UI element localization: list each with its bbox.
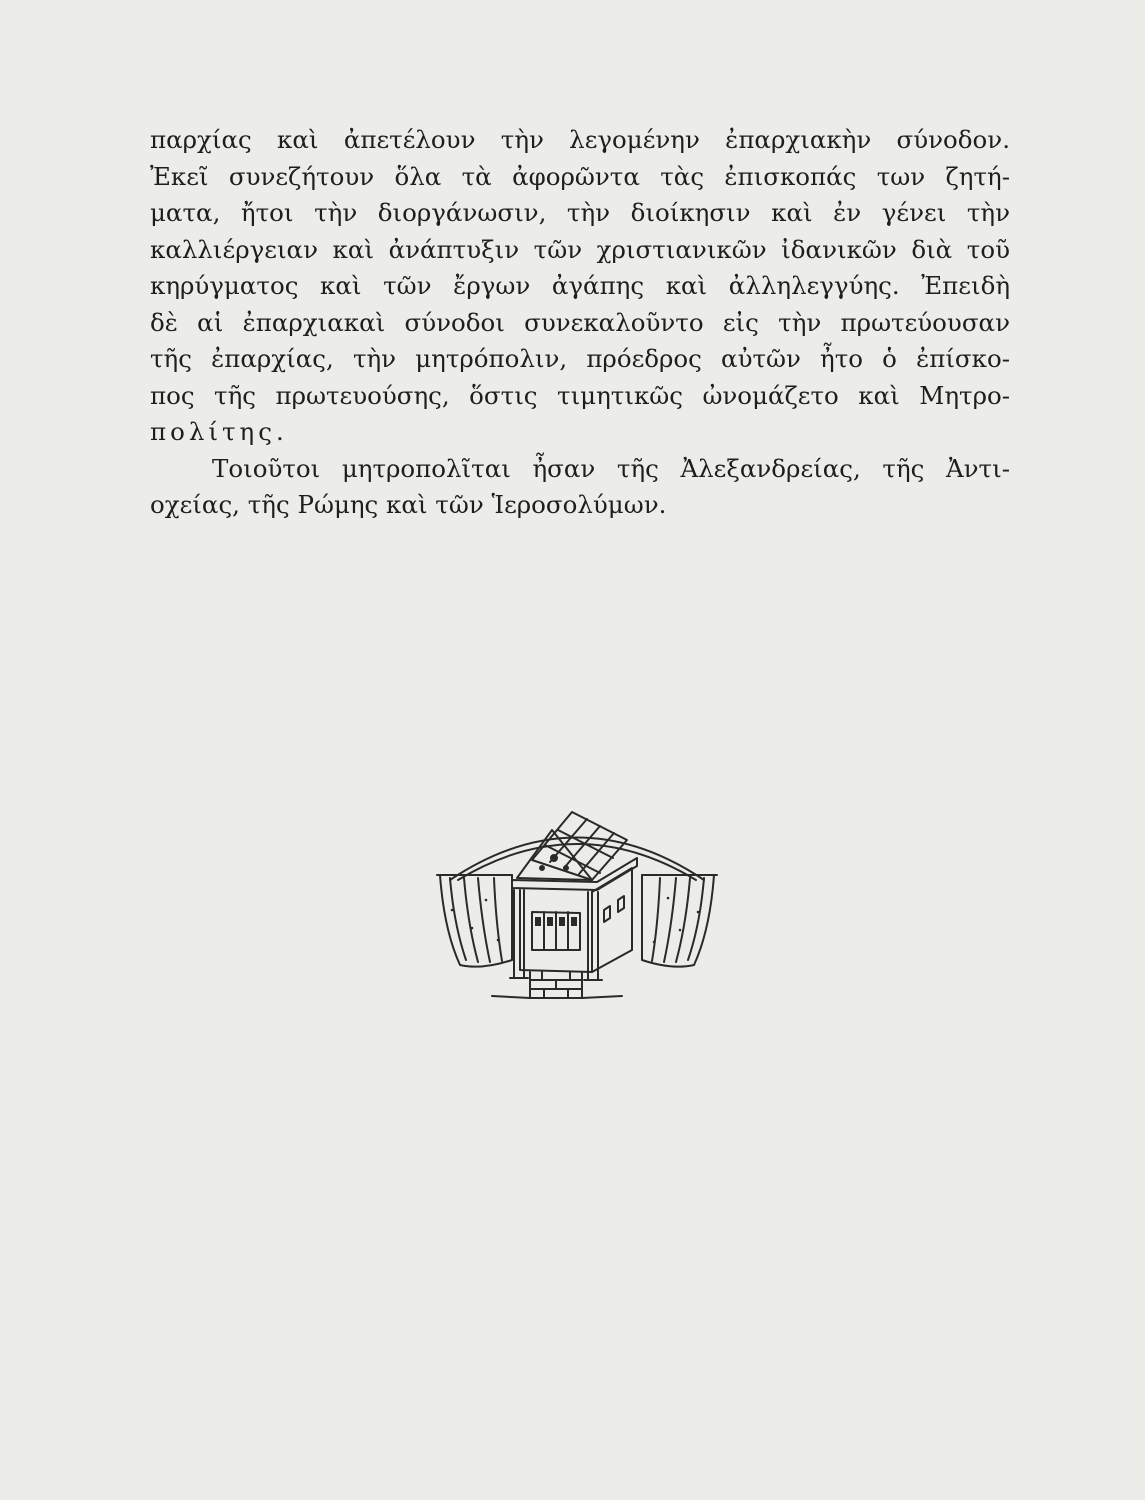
text-line: πος τῆς πρωτευούσης, ὅστις τιμητικῶς ὠνομάζετο καὶ Μητρο- [150, 380, 1010, 410]
body-text [150, 122, 1010, 524]
text-line: ματα, ἤτοι τὴν διοργάνωσιν, τὴν διοίκησιν καὶ ἐν γένει τὴν [150, 198, 1010, 227]
text-line: Ἐκεῖ συνεζήτουν ὅλα τὰ ἀφορῶντα τὰς ἐπισκοπάς των ζητή- [150, 161, 1010, 191]
paragraph-1 [150, 122, 1010, 451]
text-line: δὲ αἱ ἐπαρχιακαὶ σύνοδοι συνεκαλοῦντο εἰς τὴν πρωτεύουσαν [150, 307, 1010, 337]
text-line: τῆς ἐπαρχίας, τὴν μητρόπολιν, πρόεδρος αὐτῶν ἦτο ὁ ἐπίσκο- [150, 344, 1010, 373]
text-line: καλλιέργειαν καὶ ἀνάπτυξιν τῶν χριστιανικῶν ἰδανικῶν διὰ τοῦ [150, 234, 1010, 264]
church-reliquary-vignette-icon [432, 800, 722, 1005]
text-line: πολίτης. [150, 417, 288, 446]
text-line: παρχίας καὶ ἀπετέλουν τὴν λεγομένην ἐπαρχιακὴν σύνοδον. [150, 125, 1010, 154]
text-line: οχείας, τῆς Ρώμης καὶ τῶν Ἱεροσολύμων. [150, 490, 667, 519]
text-line: Τοιοῦτοι μητροπολῖται ἦσαν τῆς Ἀλεξανδρείας, τῆς Ἀντι- [212, 453, 1010, 483]
text-line: κηρύγματος καὶ τῶν ἔργων ἀγάπης καὶ ἀλληλεγγύης. Ἐπειδὴ [150, 271, 1010, 300]
paragraph-2 [150, 451, 1010, 524]
